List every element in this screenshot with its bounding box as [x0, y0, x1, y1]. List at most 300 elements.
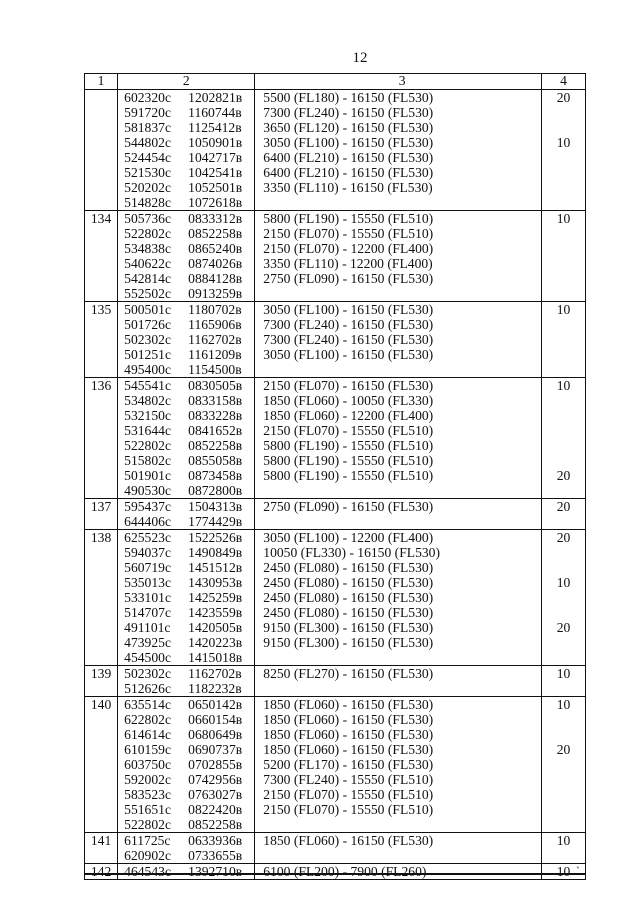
- header-col-1: 1: [85, 74, 118, 90]
- altitude-range-cell: 9150 (FL300) - 16150 (FL530): [255, 620, 542, 635]
- value-cell: [542, 757, 586, 772]
- longitude-value: 0855058в: [188, 453, 243, 468]
- group-number-cell: [85, 681, 118, 697]
- longitude-value: 1420223в: [188, 635, 243, 650]
- longitude-value: 0841652в: [188, 423, 243, 438]
- altitude-range-cell: 5800 (FL190) - 15550 (FL510): [255, 211, 542, 227]
- altitude-range-cell: [255, 286, 542, 302]
- latitude-value: 514828с: [124, 195, 171, 210]
- longitude-value: 0690737в: [188, 742, 243, 757]
- group-number-cell: 140: [85, 697, 118, 713]
- table-row: [85, 787, 586, 802]
- longitude-value: 1050901в: [188, 135, 243, 150]
- coordinate-cell: [118, 787, 255, 802]
- latitude-value: 522802с: [124, 817, 171, 832]
- longitude-value: 1042541в: [188, 165, 243, 180]
- group-number-cell: [85, 650, 118, 666]
- value-cell: [542, 165, 586, 180]
- value-cell: [542, 332, 586, 347]
- altitude-range-cell: [255, 195, 542, 211]
- value-cell: 10: [542, 666, 586, 682]
- latitude-value: 542814с: [124, 271, 171, 286]
- coordinate-cell: [118, 90, 255, 106]
- table-row: [85, 453, 586, 468]
- latitude-value: 581837с: [124, 120, 171, 135]
- longitude-value: 1415018в: [188, 650, 243, 665]
- group-number-cell: 137: [85, 499, 118, 515]
- value-cell: [542, 271, 586, 286]
- altitude-range-cell: 2150 (FL070) - 15550 (FL510): [255, 802, 542, 817]
- table-row: [85, 483, 586, 499]
- altitude-range-cell: 6100 (FL200) - 7900 (FL260): [255, 864, 542, 880]
- value-cell: 20: [542, 742, 586, 757]
- table-row: [85, 635, 586, 650]
- altitude-range-cell: 2750 (FL090) - 16150 (FL530): [255, 271, 542, 286]
- altitude-range-cell: 1850 (FL060) - 16150 (FL530): [255, 742, 542, 757]
- altitude-range-cell: 3350 (FL110) - 12200 (FL400): [255, 256, 542, 271]
- latitude-value: 592002с: [124, 772, 171, 787]
- longitude-value: 1165906в: [188, 317, 242, 332]
- coordinate-cell: [118, 453, 255, 468]
- coordinate-cell: [118, 362, 255, 378]
- table-row: [85, 135, 586, 150]
- latitude-value: 644406с: [124, 514, 171, 529]
- group-number-cell: [85, 135, 118, 150]
- value-cell: [542, 195, 586, 211]
- latitude-value: 540622с: [124, 256, 171, 271]
- group-number-cell: [85, 332, 118, 347]
- altitude-range-cell: 6400 (FL210) - 16150 (FL530): [255, 165, 542, 180]
- tail-mark: ˎ: [576, 855, 580, 869]
- group-number-cell: [85, 560, 118, 575]
- altitude-range-cell: 2150 (FL070) - 16150 (FL530): [255, 378, 542, 394]
- latitude-value: 464543с: [124, 864, 171, 879]
- altitude-range-cell: [255, 514, 542, 530]
- longitude-value: 0680649в: [188, 727, 243, 742]
- latitude-value: 505736с: [124, 211, 171, 226]
- longitude-value: 0742956в: [188, 772, 243, 787]
- value-cell: 10: [542, 135, 586, 150]
- altitude-range-cell: 2450 (FL080) - 16150 (FL530): [255, 605, 542, 620]
- coordinate-cell: [118, 241, 255, 256]
- longitude-value: 1052501в: [188, 180, 243, 195]
- group-number-cell: [85, 590, 118, 605]
- altitude-range-cell: [255, 817, 542, 833]
- longitude-value: 0852258в: [188, 817, 243, 832]
- group-number-cell: [85, 453, 118, 468]
- coordinate-cell: [118, 666, 255, 682]
- longitude-value: 1522526в: [188, 530, 243, 545]
- longitude-value: 0660154в: [188, 712, 243, 727]
- longitude-value: 0873458в: [188, 468, 243, 483]
- latitude-value: 622802с: [124, 712, 171, 727]
- table-row: [85, 211, 586, 227]
- group-number-cell: [85, 165, 118, 180]
- altitude-range-cell: 1850 (FL060) - 10050 (FL330): [255, 393, 542, 408]
- altitude-range-cell: 3350 (FL110) - 16150 (FL530): [255, 180, 542, 195]
- longitude-value: 1490849в: [188, 545, 243, 560]
- table-row: [85, 271, 586, 286]
- table-row: [85, 286, 586, 302]
- coordinate-cell: [118, 864, 255, 880]
- latitude-value: 501251с: [124, 347, 171, 362]
- coordinate-cell: [118, 347, 255, 362]
- coordinate-cell: [118, 727, 255, 742]
- altitude-range-cell: 10050 (FL330) - 16150 (FL530): [255, 545, 542, 560]
- latitude-value: 591720с: [124, 105, 171, 120]
- altitude-range-cell: 5200 (FL170) - 16150 (FL530): [255, 757, 542, 772]
- value-cell: [542, 241, 586, 256]
- table-row: [85, 90, 586, 106]
- group-number-cell: 135: [85, 302, 118, 318]
- coordinate-cell: [118, 817, 255, 833]
- table-row: [85, 362, 586, 378]
- latitude-value: 534802с: [124, 393, 171, 408]
- coordinate-cell: [118, 560, 255, 575]
- value-cell: 10: [542, 864, 586, 880]
- coordinate-cell: [118, 120, 255, 135]
- value-cell: [542, 483, 586, 499]
- altitude-range-cell: 1850 (FL060) - 16150 (FL530): [255, 833, 542, 849]
- group-number-cell: [85, 180, 118, 195]
- coordinate-cell: [118, 802, 255, 817]
- altitude-range-cell: 6400 (FL210) - 16150 (FL530): [255, 150, 542, 165]
- coordinate-cell: [118, 635, 255, 650]
- latitude-value: 595437с: [124, 499, 171, 514]
- group-number-cell: [85, 848, 118, 864]
- value-cell: 10: [542, 575, 586, 590]
- coordinate-cell: [118, 408, 255, 423]
- altitude-range-cell: 1850 (FL060) - 16150 (FL530): [255, 697, 542, 713]
- value-cell: 10: [542, 697, 586, 713]
- group-number-cell: [85, 742, 118, 757]
- longitude-value: 0872800в: [188, 483, 243, 498]
- altitude-range-cell: 3050 (FL100) - 16150 (FL530): [255, 347, 542, 362]
- altitude-range-cell: 2150 (FL070) - 15550 (FL510): [255, 787, 542, 802]
- table-row: [85, 332, 586, 347]
- coordinate-cell: [118, 468, 255, 483]
- altitude-range-cell: 7300 (FL240) - 16150 (FL530): [255, 105, 542, 120]
- longitude-value: 1162702в: [188, 666, 242, 681]
- altitude-range-cell: 1850 (FL060) - 12200 (FL400): [255, 408, 542, 423]
- coordinate-cell: [118, 590, 255, 605]
- coordinate-cell: [118, 605, 255, 620]
- table-row: [85, 120, 586, 135]
- altitude-range-cell: 5800 (FL190) - 15550 (FL510): [255, 468, 542, 483]
- longitude-value: 0833158в: [188, 393, 243, 408]
- value-cell: 20: [542, 620, 586, 635]
- table-row: [85, 605, 586, 620]
- longitude-value: 0822420в: [188, 802, 243, 817]
- longitude-value: 1425259в: [188, 590, 243, 605]
- coordinate-cell: [118, 105, 255, 120]
- longitude-value: 0865240в: [188, 241, 243, 256]
- table-row: [85, 864, 586, 880]
- coordinate-cell: [118, 180, 255, 195]
- altitude-range-cell: [255, 650, 542, 666]
- altitude-range-cell: 2750 (FL090) - 16150 (FL530): [255, 499, 542, 515]
- longitude-value: 1504313в: [188, 499, 243, 514]
- latitude-value: 491101с: [124, 620, 171, 635]
- latitude-value: 535013с: [124, 575, 171, 590]
- value-cell: [542, 150, 586, 165]
- table-row: [85, 468, 586, 483]
- group-number-cell: [85, 787, 118, 802]
- value-cell: [542, 681, 586, 697]
- latitude-value: 515802с: [124, 453, 171, 468]
- latitude-value: 625523с: [124, 530, 171, 545]
- group-number-cell: [85, 256, 118, 271]
- group-number-cell: 136: [85, 378, 118, 394]
- table-row: [85, 347, 586, 362]
- coordinate-cell: [118, 150, 255, 165]
- coordinate-cell: [118, 514, 255, 530]
- group-number-cell: [85, 195, 118, 211]
- value-cell: 20: [542, 530, 586, 546]
- altitude-range-cell: 7300 (FL240) - 15550 (FL510): [255, 772, 542, 787]
- group-number-cell: [85, 575, 118, 590]
- latitude-value: 454500с: [124, 650, 171, 665]
- coordinate-cell: [118, 393, 255, 408]
- table-row: [85, 575, 586, 590]
- table-row: [85, 545, 586, 560]
- group-number-cell: 142: [85, 864, 118, 880]
- longitude-value: 1420505в: [188, 620, 243, 635]
- coordinate-cell: [118, 530, 255, 546]
- longitude-value: 1392710в: [188, 864, 243, 879]
- coordinate-cell: [118, 302, 255, 318]
- table-row: [85, 712, 586, 727]
- route-table: [84, 73, 586, 880]
- group-number-cell: [85, 772, 118, 787]
- longitude-value: 0852258в: [188, 226, 243, 241]
- header-col-3: 3: [255, 74, 542, 90]
- group-number-cell: [85, 727, 118, 742]
- longitude-value: 1451512в: [188, 560, 243, 575]
- value-cell: [542, 787, 586, 802]
- altitude-range-cell: 5500 (FL180) - 16150 (FL530): [255, 90, 542, 106]
- table-row: [85, 226, 586, 241]
- latitude-value: 611725с: [124, 833, 171, 848]
- value-cell: 10: [542, 211, 586, 227]
- latitude-value: 531644с: [124, 423, 171, 438]
- altitude-range-cell: 7300 (FL240) - 16150 (FL530): [255, 332, 542, 347]
- table-row: [85, 317, 586, 332]
- group-number-cell: [85, 271, 118, 286]
- coordinate-cell: [118, 256, 255, 271]
- group-number-cell: [85, 514, 118, 530]
- coordinate-cell: [118, 135, 255, 150]
- table-row: [85, 802, 586, 817]
- latitude-value: 602320с: [124, 90, 171, 105]
- group-number-cell: [85, 241, 118, 256]
- coordinate-cell: [118, 545, 255, 560]
- longitude-value: 0874026в: [188, 256, 243, 271]
- coordinate-cell: [118, 195, 255, 211]
- value-cell: [542, 650, 586, 666]
- coordinate-cell: [118, 712, 255, 727]
- group-number-cell: [85, 468, 118, 483]
- table-row: [85, 423, 586, 438]
- group-number-cell: [85, 347, 118, 362]
- altitude-range-cell: 2150 (FL070) - 12200 (FL400): [255, 241, 542, 256]
- table-row: [85, 438, 586, 453]
- table-row: [85, 772, 586, 787]
- altitude-range-cell: 5800 (FL190) - 15550 (FL510): [255, 453, 542, 468]
- altitude-range-cell: 7300 (FL240) - 16150 (FL530): [255, 317, 542, 332]
- coordinate-cell: [118, 423, 255, 438]
- group-number-cell: [85, 105, 118, 120]
- latitude-value: 500501с: [124, 302, 171, 317]
- coordinate-cell: [118, 211, 255, 227]
- value-cell: [542, 590, 586, 605]
- group-number-cell: [85, 438, 118, 453]
- value-cell: [542, 438, 586, 453]
- latitude-value: 514707с: [124, 605, 171, 620]
- table-row: [85, 256, 586, 271]
- longitude-value: 1154500в: [188, 362, 242, 377]
- group-number-cell: [85, 423, 118, 438]
- latitude-value: 501901с: [124, 468, 171, 483]
- table-row: [85, 150, 586, 165]
- altitude-range-cell: 1850 (FL060) - 16150 (FL530): [255, 712, 542, 727]
- latitude-value: 544802с: [124, 135, 171, 150]
- table-row: [85, 393, 586, 408]
- header-col-4: 4: [542, 74, 586, 90]
- value-cell: [542, 727, 586, 742]
- coordinate-cell: [118, 742, 255, 757]
- longitude-value: 1072618в: [188, 195, 243, 210]
- altitude-range-cell: 2150 (FL070) - 15550 (FL510): [255, 226, 542, 241]
- group-number-cell: [85, 317, 118, 332]
- table-bottom-rule: [84, 873, 586, 875]
- value-cell: [542, 817, 586, 833]
- latitude-value: 521530с: [124, 165, 171, 180]
- latitude-value: 614614с: [124, 727, 171, 742]
- table-row: [85, 165, 586, 180]
- latitude-value: 502302с: [124, 332, 171, 347]
- value-cell: [542, 545, 586, 560]
- coordinate-cell: [118, 438, 255, 453]
- group-number-cell: [85, 90, 118, 106]
- group-number-cell: [85, 483, 118, 499]
- group-number-cell: [85, 120, 118, 135]
- table-row: [85, 620, 586, 635]
- value-cell: [542, 453, 586, 468]
- altitude-range-cell: 3050 (FL100) - 16150 (FL530): [255, 302, 542, 318]
- longitude-value: 1161209в: [188, 347, 242, 362]
- value-cell: [542, 772, 586, 787]
- longitude-value: 1774429в: [188, 514, 243, 529]
- latitude-value: 522802с: [124, 226, 171, 241]
- group-number-cell: 141: [85, 833, 118, 849]
- longitude-value: 0763027в: [188, 787, 243, 802]
- coordinate-cell: [118, 286, 255, 302]
- latitude-value: 560719с: [124, 560, 171, 575]
- value-cell: [542, 802, 586, 817]
- group-number-cell: [85, 408, 118, 423]
- value-cell: [542, 286, 586, 302]
- value-cell: [542, 180, 586, 195]
- table-row: [85, 378, 586, 394]
- latitude-value: 620902с: [124, 848, 171, 863]
- altitude-range-cell: 5800 (FL190) - 15550 (FL510): [255, 438, 542, 453]
- value-cell: [542, 362, 586, 378]
- coordinate-cell: [118, 332, 255, 347]
- coordinate-cell: [118, 483, 255, 499]
- group-number-cell: [85, 286, 118, 302]
- longitude-value: 0702855в: [188, 757, 243, 772]
- group-number-cell: [85, 712, 118, 727]
- value-cell: [542, 226, 586, 241]
- table-row: [85, 560, 586, 575]
- table-row: [85, 408, 586, 423]
- table-row: [85, 833, 586, 849]
- longitude-value: 0884128в: [188, 271, 243, 286]
- latitude-value: 545541с: [124, 378, 171, 393]
- group-number-cell: 138: [85, 530, 118, 546]
- value-cell: [542, 317, 586, 332]
- altitude-range-cell: 2150 (FL070) - 15550 (FL510): [255, 423, 542, 438]
- longitude-value: 0833312в: [188, 211, 243, 226]
- value-cell: [542, 408, 586, 423]
- group-number-cell: [85, 150, 118, 165]
- value-cell: [542, 393, 586, 408]
- longitude-value: 1162702в: [188, 332, 242, 347]
- group-number-cell: [85, 226, 118, 241]
- longitude-value: 1160744в: [188, 105, 242, 120]
- group-number-cell: [85, 635, 118, 650]
- coordinate-cell: [118, 697, 255, 713]
- longitude-value: 1182232в: [188, 681, 242, 696]
- altitude-range-cell: 1850 (FL060) - 16150 (FL530): [255, 727, 542, 742]
- value-cell: [542, 105, 586, 120]
- longitude-value: 0633936в: [188, 833, 243, 848]
- latitude-value: 534838с: [124, 241, 171, 256]
- altitude-range-cell: 2450 (FL080) - 16150 (FL530): [255, 590, 542, 605]
- table-row: [85, 241, 586, 256]
- latitude-value: 495400с: [124, 362, 171, 377]
- table-row: [85, 742, 586, 757]
- coordinate-cell: [118, 833, 255, 849]
- latitude-value: 524454с: [124, 150, 171, 165]
- longitude-value: 0852258в: [188, 438, 243, 453]
- value-cell: [542, 560, 586, 575]
- latitude-value: 635514с: [124, 697, 171, 712]
- longitude-value: 1125412в: [188, 120, 242, 135]
- coordinate-cell: [118, 378, 255, 394]
- group-number-cell: [85, 605, 118, 620]
- latitude-value: 583523с: [124, 787, 171, 802]
- value-cell: 10: [542, 302, 586, 318]
- altitude-range-cell: [255, 848, 542, 864]
- table-row: [85, 514, 586, 530]
- group-number-cell: [85, 802, 118, 817]
- table-row: [85, 757, 586, 772]
- longitude-value: 0733655в: [188, 848, 243, 863]
- coordinate-cell: [118, 271, 255, 286]
- value-cell: [542, 256, 586, 271]
- value-cell: [542, 423, 586, 438]
- value-cell: 10: [542, 833, 586, 849]
- table-header-row: [85, 74, 586, 90]
- value-cell: [542, 712, 586, 727]
- altitude-range-cell: [255, 681, 542, 697]
- altitude-range-cell: 9150 (FL300) - 16150 (FL530): [255, 635, 542, 650]
- table-row: [85, 817, 586, 833]
- altitude-range-cell: [255, 362, 542, 378]
- value-cell: [542, 120, 586, 135]
